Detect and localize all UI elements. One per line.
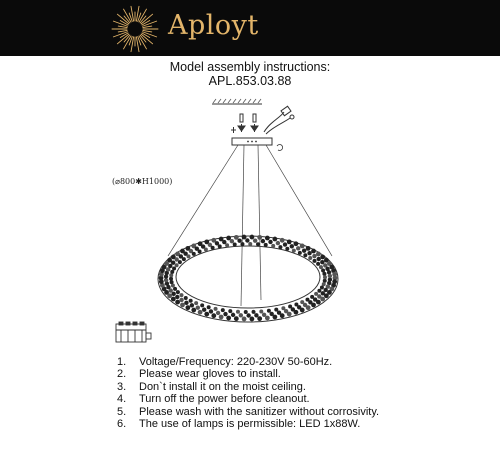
list-item: 3. Don`t install it on the moist ceiling.	[117, 380, 306, 393]
document-title: Model assembly instructions:	[169, 60, 331, 74]
brand-banner	[0, 0, 500, 56]
list-item: 6. The use of lamps is permissible: LED 1x88W.	[117, 418, 361, 431]
model-number: APL.853.03.88	[208, 74, 292, 88]
crystal-ring	[158, 235, 338, 322]
wire-connector-icon	[264, 106, 294, 134]
list-item: 2. Please wear gloves to install.	[117, 368, 281, 381]
list-item: 5. Please wash with the sanitizer without corrosivity.	[117, 405, 380, 418]
instructions-list	[117, 356, 379, 430]
mounting-screws-icon	[231, 114, 258, 133]
dimensions-label: (⌀800✱H1000)	[112, 177, 173, 186]
list-item: 4. Turn off the power before cleanout.	[117, 393, 310, 406]
ceiling-hatch	[212, 99, 262, 104]
brand-name: Aployt	[168, 10, 259, 41]
chandelier-drawing	[100, 90, 400, 350]
canopy-icon	[232, 138, 283, 150]
terminal-block-icon	[116, 322, 151, 342]
suspension-cables	[168, 145, 332, 306]
sun-logo-icon	[110, 4, 160, 54]
list-item: 1. Voltage/Frequency: 220-230V 50-60Hz.	[117, 356, 333, 368]
